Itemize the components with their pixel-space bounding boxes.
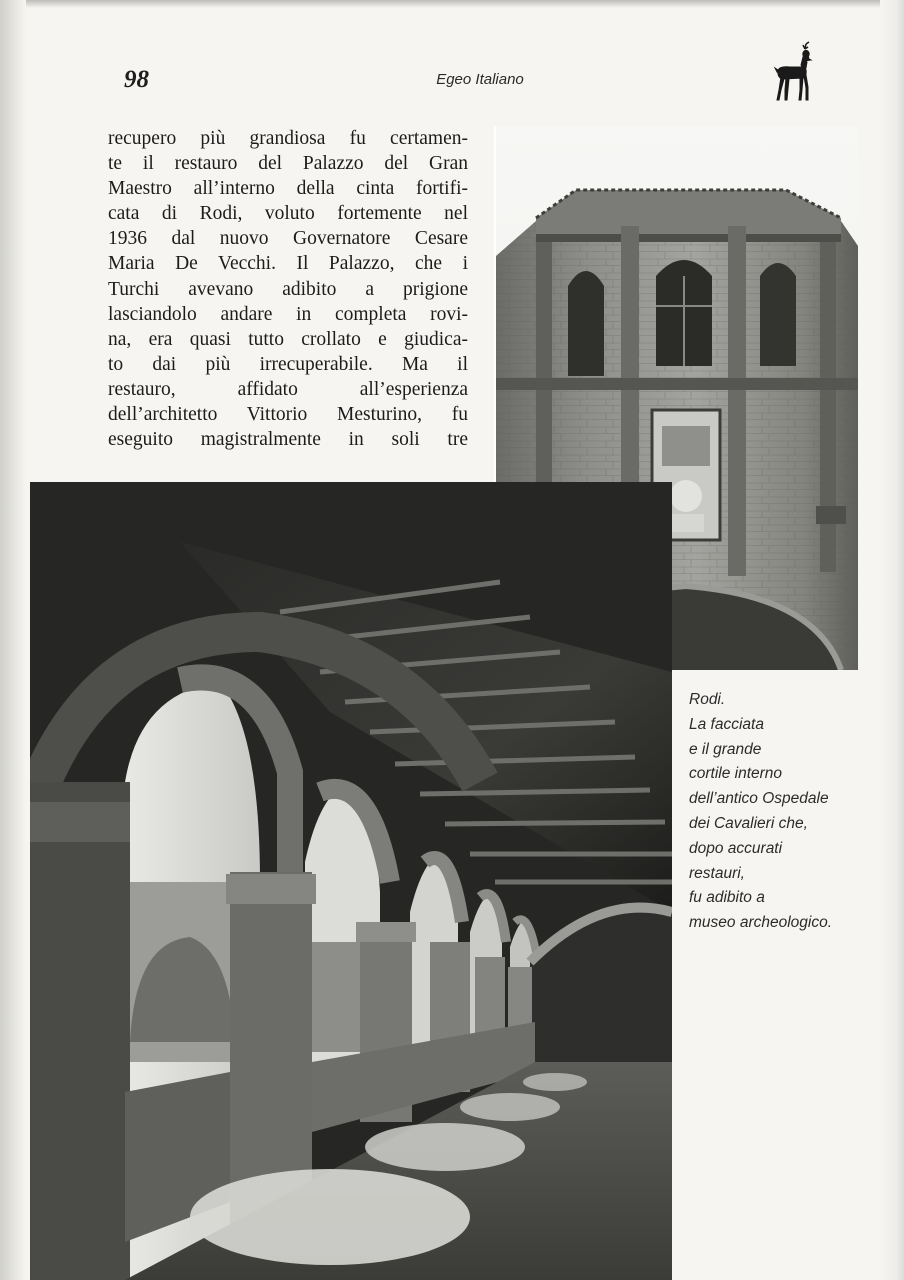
book-binding-edge [0,0,26,1280]
body-text-line: te il restauro del Palazzo del Gran [108,153,468,175]
body-text-line: cata di Rodi, voluto fortemente nel [108,203,468,225]
courtyard-arcade-photo [30,482,672,1280]
body-text-line: Maestro all’interno della cinta fortifi- [108,178,468,200]
running-head: Egeo Italiano [436,71,524,88]
body-text-line: Maria De Vecchi. Il Palazzo, che i [108,253,468,275]
body-text-line: recupero più grandiosa fu certamen- [108,128,468,149]
page-right-edge [880,0,904,1280]
caption-line: cortile interno [689,765,783,783]
caption-line: Rodi. [689,691,726,708]
caption-line: dei Cavalieri che, [689,814,808,832]
body-text-line: lasciandolo andare in completa rovi- [108,303,468,325]
body-text-line: na, era quasi tutto crollato e giudica- [108,328,468,350]
body-paragraph [108,126,468,452]
body-text-line: restauro, affidato all’esperienza [108,378,468,400]
body-text-line: to dai più irrecuperabile. Ma il [108,353,468,375]
caption-line: La facciata [689,715,764,733]
caption-line: e il grande [689,740,762,758]
page-number: 98 [124,66,149,93]
caption-line: restauri, [689,864,745,882]
caption-line: dopo accurati [689,839,783,857]
body-text-line: eseguito magistralmente in soli tre [108,429,468,451]
page-top-shadow [0,0,904,8]
deer-icon [770,40,818,102]
body-text-line: 1936 dal nuovo Governatore Cesare [108,228,468,250]
caption-line: dell’antico Ospedale [689,790,829,808]
caption-line: museo archeologico. [689,914,833,932]
body-text-line: Turchi avevano adibito a prigione [108,278,468,300]
body-text-line: dell’architetto Vittorio Mesturino, fu [108,404,468,426]
photo-caption [689,688,879,936]
caption-line: fu adibito a [689,889,765,907]
